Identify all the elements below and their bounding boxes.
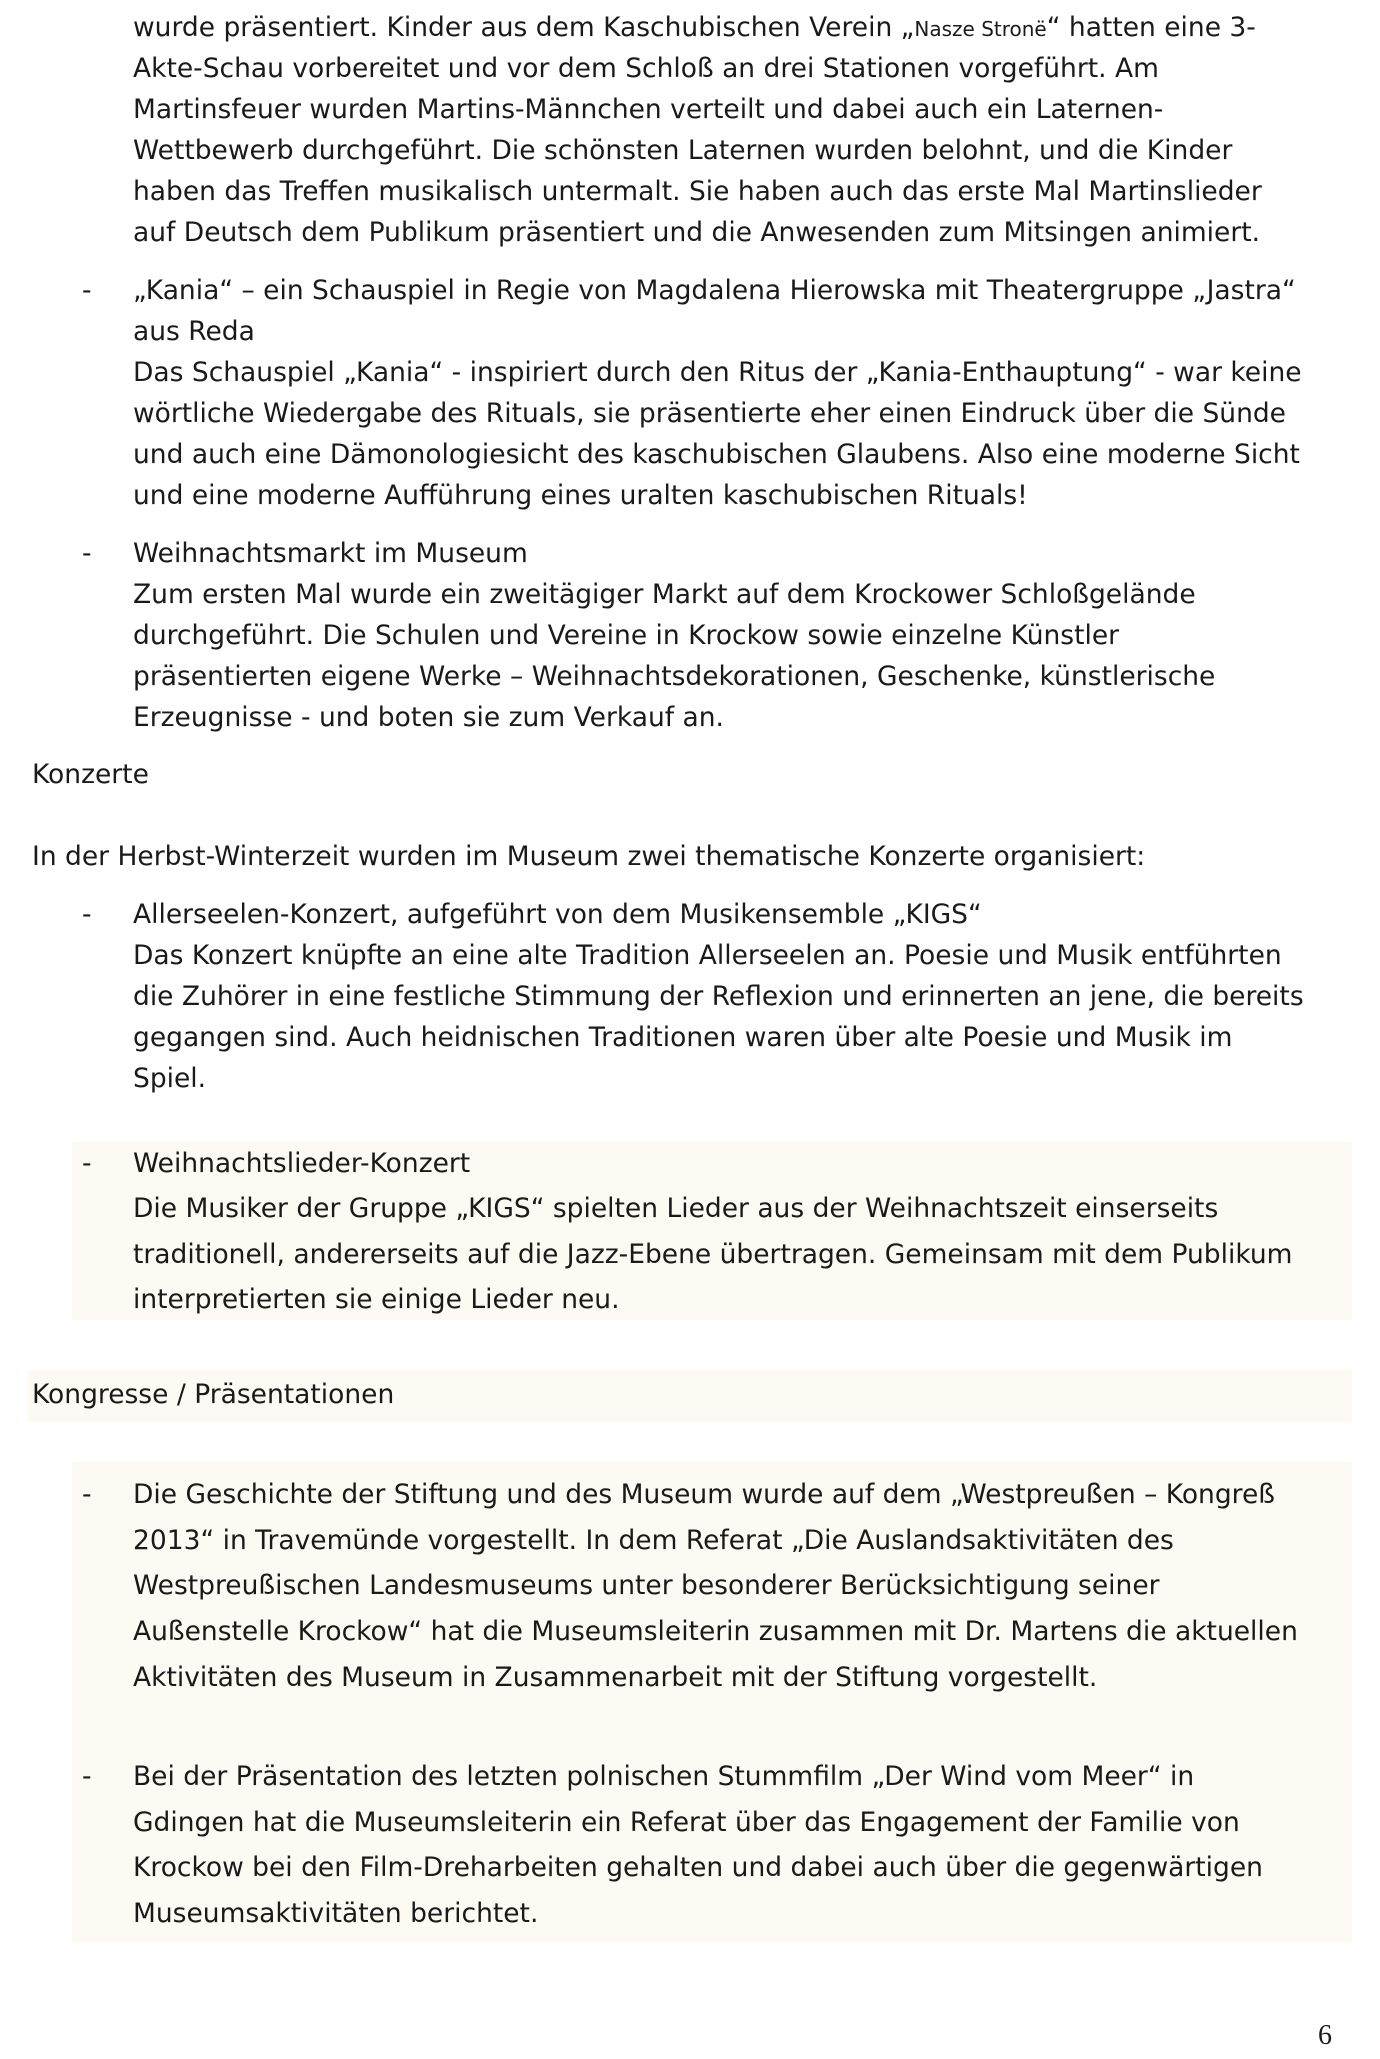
text-span: wurde präsentiert. Kinder aus dem Kaschubischen Verein „ <box>133 12 915 43</box>
bullet-dash: - <box>82 538 92 569</box>
text-line: Krockow bei den Film-Dreharbeiten gehalten und dabei auch über die gegenwärtigen <box>133 1852 1263 1883</box>
association-name: Nasze Stronë <box>914 17 1047 41</box>
text-line: Museumsaktivitäten berichtet. <box>133 1898 539 1929</box>
text-line: Außenstelle Krockow“ hat die Museumsleiterin zusammen mit Dr. Martens die aktuellen <box>133 1616 1298 1647</box>
text-line: aus Reda <box>133 316 255 347</box>
text-line: Gdingen hat die Museumsleiterin ein Referat über das Engagement der Familie von <box>133 1807 1240 1838</box>
text-line: gegangen sind. Auch heidnischen Traditionen waren über alte Poesie und Musik im <box>133 1022 1233 1053</box>
text-line: Weihnachtslieder-Konzert <box>133 1148 471 1179</box>
text-line: Martinsfeuer wurden Martins-Männchen verteilt und dabei auch ein Laternen- <box>133 94 1164 125</box>
text-line: präsentierten eigene Werke – Weihnachtsdekorationen, Geschenke, künstlerische <box>133 661 1216 692</box>
text-line: haben das Treffen musikalisch untermalt. Sie haben auch das erste Mal Martinslieder <box>133 176 1262 207</box>
text-line: auf Deutsch dem Publikum präsentiert und die Anwesenden zum Mitsingen animiert. <box>133 217 1261 248</box>
text-line: 2013“ in Travemünde vorgestellt. In dem Referat „Die Auslandsaktivitäten des <box>133 1525 1174 1556</box>
text-line: Bei der Präsentation des letzten polnischen Stummfilm „Der Wind vom Meer“ in <box>133 1761 1195 1792</box>
section-intro: In der Herbst-Winterzeit wurden im Museum zwei thematische Konzerte organisiert: <box>32 841 1146 872</box>
text-line: und auch eine Dämonologiesicht des kaschubischen Glaubens. Also eine moderne Sicht <box>133 439 1300 470</box>
text-line <box>133 11 1256 46</box>
bullet-dash: - <box>82 275 92 306</box>
text-line: Spiel. <box>133 1063 207 1094</box>
text-line: durchgeführt. Die Schulen und Vereine in Krockow sowie einzelne Künstler <box>133 620 1120 651</box>
bullet-dash: - <box>82 1148 92 1179</box>
page-number: 6 <box>1318 2020 1332 2051</box>
text-line: Allerseelen-Konzert, aufgeführt von dem Musikensemble „KIGS“ <box>133 899 982 930</box>
bullet-dash: - <box>82 1479 92 1510</box>
text-line: Die Geschichte der Stiftung und des Museum wurde auf dem „Westpreußen – Kongreß <box>133 1479 1275 1510</box>
text-line: wörtliche Wiedergabe des Rituals, sie präsentierte eher einen Eindruck über die Sünde <box>133 398 1286 429</box>
text-line: „Kania“ – ein Schauspiel in Regie von Magdalena Hierowska mit Theatergruppe „Jastra“ <box>133 275 1296 306</box>
text-line: die Zuhörer in eine festliche Stimmung der Reflexion und erinnerten an jene, die bereits <box>133 981 1304 1012</box>
section-heading-konzerte: Konzerte <box>32 759 149 790</box>
text-span: “ hatten eine 3- <box>1046 12 1256 43</box>
text-line: traditionell, andererseits auf die Jazz-Ebene übertragen. Gemeinsam mit dem Publikum <box>133 1239 1293 1270</box>
text-line: Akte-Schau vorbereitet und vor dem Schloß an drei Stationen vorgeführt. Am <box>133 53 1159 84</box>
text-line: interpretierten sie einige Lieder neu. <box>133 1284 620 1315</box>
text-line: Zum ersten Mal wurde ein zweitägiger Markt auf dem Krockower Schloßgelände <box>133 579 1196 610</box>
text-line: Die Musiker der Gruppe „KIGS“ spielten Lieder aus der Weihnachtszeit einserseits <box>133 1193 1219 1224</box>
text-line: Das Konzert knüpfte an eine alte Tradition Allerseelen an. Poesie und Musik entführten <box>133 940 1282 971</box>
text-line: Das Schauspiel „Kania“ - inspiriert durch den Ritus der „Kania-Enthauptung“ - war keine <box>133 357 1302 388</box>
section-heading-kongresse: Kongresse / Präsentationen <box>32 1379 395 1410</box>
text-line: und eine moderne Aufführung eines uralten kaschubischen Rituals! <box>133 480 1028 511</box>
text-line: Wettbewerb durchgeführt. Die schönsten Laternen wurden belohnt, und die Kinder <box>133 135 1233 166</box>
text-line: Erzeugnisse - und boten sie zum Verkauf an. <box>133 702 724 733</box>
text-line: Weihnachtsmarkt im Museum <box>133 538 528 569</box>
bullet-dash: - <box>82 1761 92 1792</box>
text-line: Westpreußischen Landesmuseums unter besonderer Berücksichtigung seiner <box>133 1570 1160 1601</box>
text-line: Aktivitäten des Museum in Zusammenarbeit mit der Stiftung vorgestellt. <box>133 1662 1098 1693</box>
bullet-dash: - <box>82 899 92 930</box>
